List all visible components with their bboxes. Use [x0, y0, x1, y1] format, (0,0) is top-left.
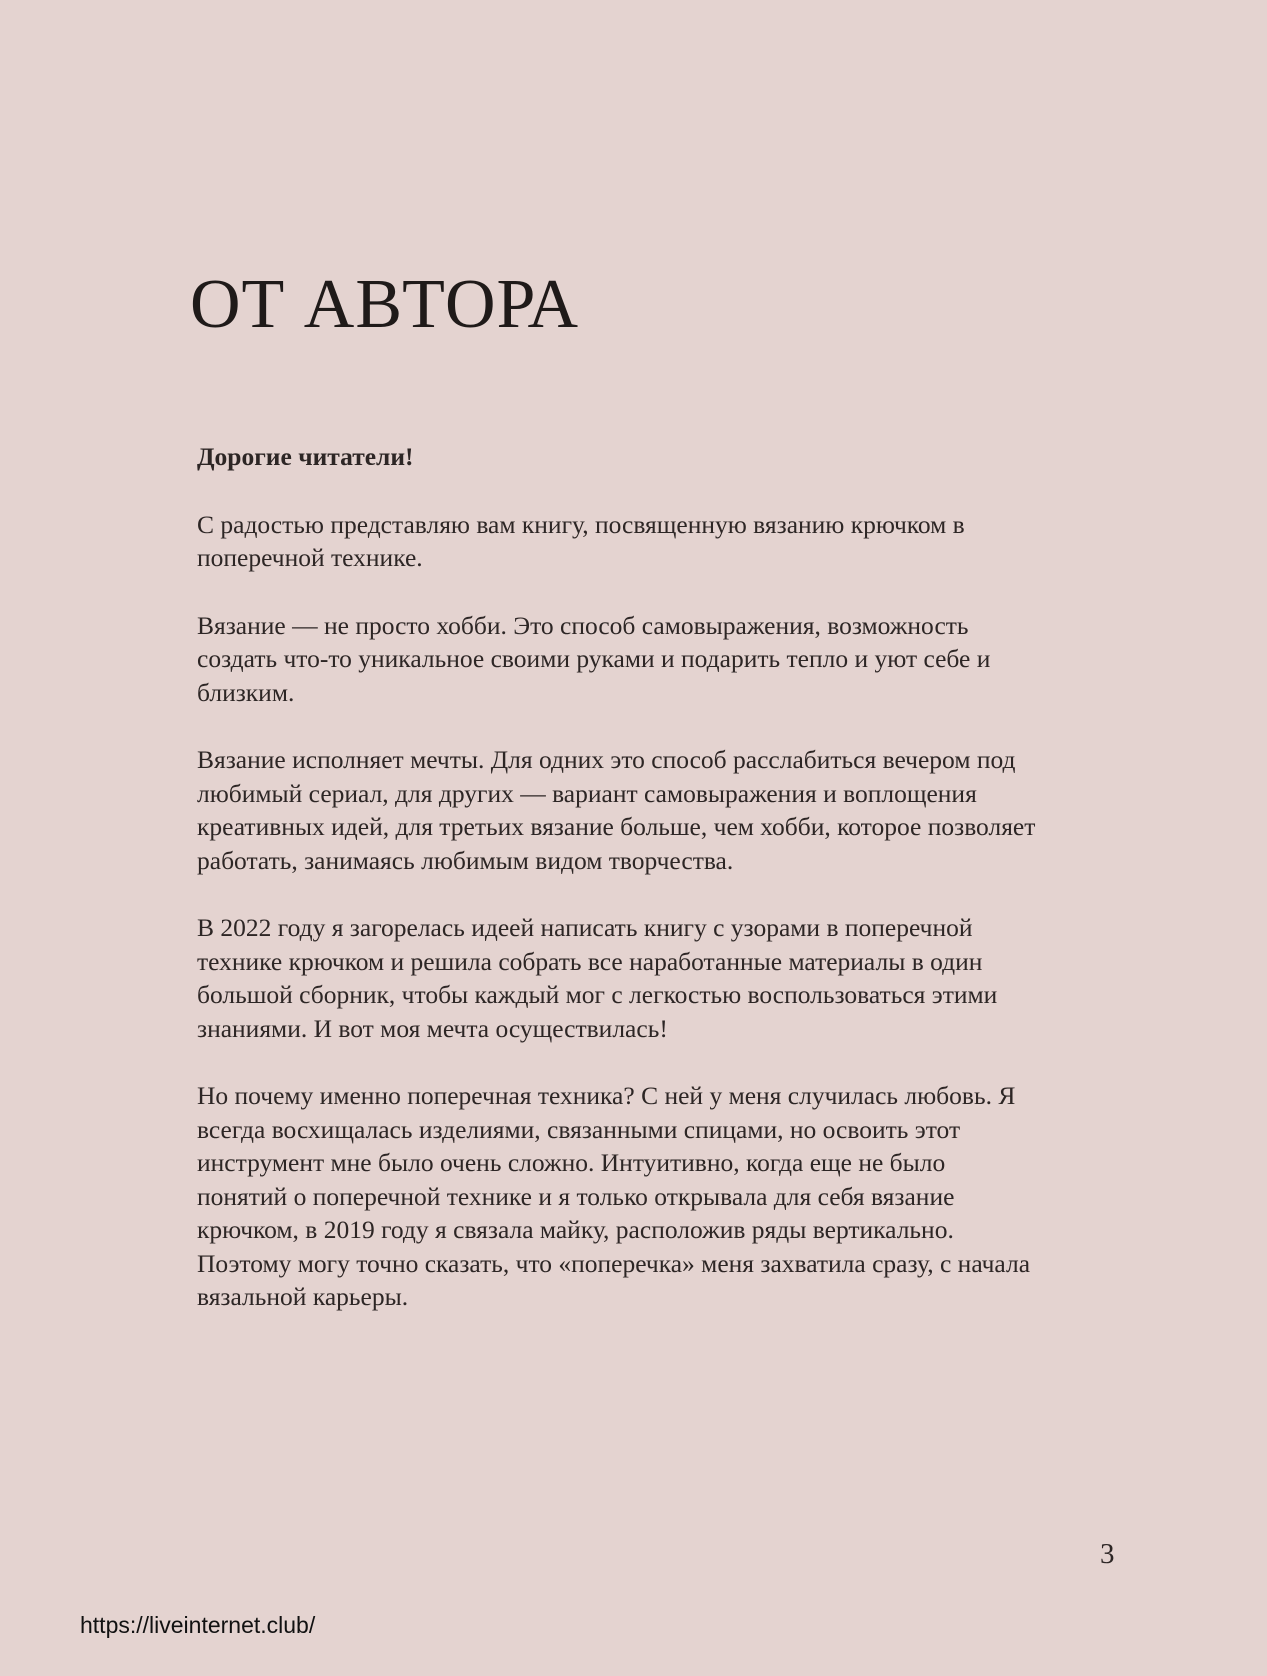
paragraph: Вязание исполняет мечты. Для одних это способ расслабиться вечером под любимый сериал, для других — вариант самовыражения и воплощения креативных идей, для третьих вязание больше, чем хобби, которое позволяет работать, занимаясь любимым видом творчества. [197, 745, 1036, 875]
paragraph: Но почему именно поперечная техника? С ней у меня случилась любовь. Я всегда восхищалась изделиями, связанными спицами, но освоить этот инструмент мне было очень сложно. Интуитивно, когда еще не было понятий о поперечной технике и я только открывала для себя вязание крючком, в 2019 году я связала майку, расположив ряды вертикально. Поэтому могу точно сказать, что «поперечка» меня захватила сразу, с начала вязальной карьеры. [197, 1081, 1031, 1311]
paragraph: Вязание — не просто хобби. Это способ самовыражения, возможность создать что-то уникальное своими руками и подарить тепло и уют себе и близким. [197, 610, 991, 707]
page-title: ОТ АВТОРА [190, 266, 580, 343]
paragraph: В 2022 году я загорелась идеей написать книгу с узорами в поперечной технике крючком и решила собрать все наработанные материалы в один большой сборник, чтобы каждый мог с легкостью воспользоваться этими знаниями. И вот моя мечта осуществилась! [197, 913, 998, 1043]
greeting: Дорогие читатели! [197, 442, 414, 471]
article-body [197, 440, 1037, 1348]
watermark-url: https://liveinternet.club/ [80, 1612, 316, 1638]
page-number: 3 [1100, 1538, 1115, 1570]
paragraph: С радостью представляю вам книгу, посвященную вязанию крючком в поперечной технике. [197, 509, 965, 572]
